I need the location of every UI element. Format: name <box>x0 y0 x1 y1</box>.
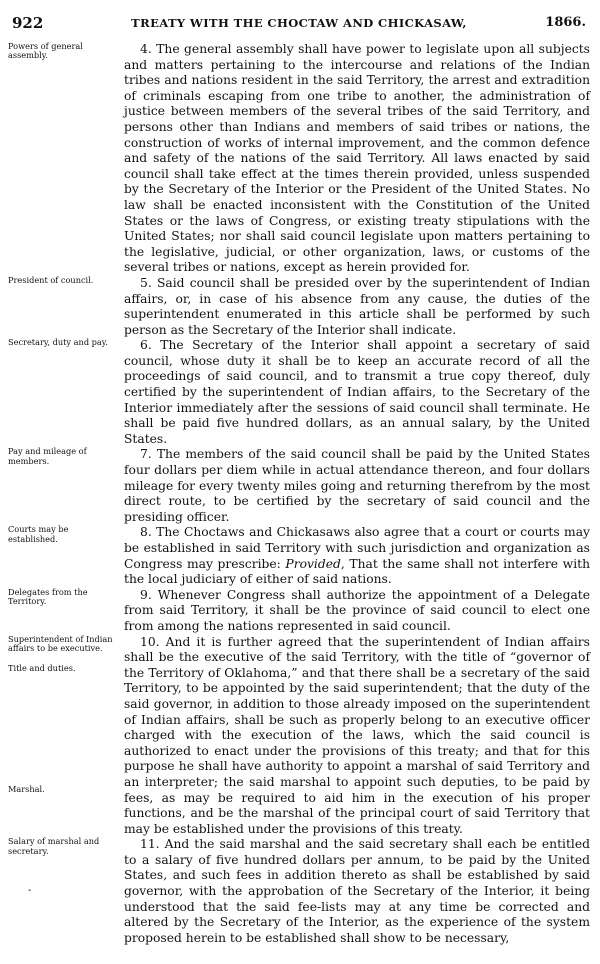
paragraph: 5. Said council shall be presided over by the superintendent of Indian affairs, or, in case of his absence from any cause, the duties of the superintendent enumerated in this article shall be performed by such person as the Secretary of the Interior shall indicate. <box>124 275 590 337</box>
paragraph-text: , That the same shall not interfere with the local judiciary of either of said nations. <box>124 556 590 587</box>
margin-note: Title and duties. <box>8 662 76 673</box>
page-body <box>8 42 590 946</box>
paragraph: 9. Whenever Congress shall authorize the appointment of a Delegate from said Territory, it shall be the province of said council to elect one from among the nations represented in said council. <box>124 587 590 633</box>
section-4 <box>8 42 590 276</box>
margin-note: Pay and mileage of members. <box>8 446 87 466</box>
proviso-word: Provided <box>285 556 341 571</box>
paragraph: 10. And it is further agreed that the superintendent of Indian affairs shall be the executive of the said Territory, with the title of “governor of the Territory of Oklahoma,” and that there shall be a secretary of the said Territory, to be appointed by the said superintendent; that the duty of the said governor, in addition to those already imposed on the superintendent of Indian affairs, shall be such as properly belong to an executive officer charged with the execution of the laws, which the said council is authorized to enact under the provisions of this treaty; and that for this purpose he shall have authority to appoint a marshal of said Territory and an interpreter; the said marshal to appoint such deputies, to be paid by fees, as may be required to aid him in the execution of his proper functions, and be the marshal of the principal court of said Territory that may be established under the provisions of this treaty. <box>124 634 590 836</box>
running-year: 1866. <box>545 15 586 30</box>
margin-note: Powers of general assembly. <box>8 41 83 61</box>
running-header <box>12 14 586 32</box>
section-8 <box>8 525 590 587</box>
margin-note: President of council. <box>8 274 94 285</box>
paragraph: 7. The members of the said council shall be paid by the United States four dollars per diem while in actual attendance thereon, and four dollars mileage for every twenty miles going and returning therefrom by the most direct route, to be certified by the secretary of said council and the presiding officer. <box>124 447 590 524</box>
margin-note: Salary of marshal and secretary. <box>8 836 100 856</box>
page-number: 922 <box>12 14 44 32</box>
section-5 <box>8 276 590 338</box>
paragraph: 11. And the said marshal and the said secretary shall each be entitled to a salary of five hundred dollars per annum, to be paid by the United States, and such fees in addition thereto as shall be established by said governor, with the approbation of the Secretary of the Interior, it being understood that the said fee-lists may at any time be corrected and altered by the Secretary of the Interior, as the experience of the system proposed herein to be established shall show to be necessary, <box>124 837 590 945</box>
margin-note: Superintendent of Indian affairs to be executive. <box>8 633 113 653</box>
paragraph-text: 8. The Choctaws and Chickasaws also agree that a court or courts may be established in said Territory with such jurisdiction and organization as Congress may prescribe: <box>124 525 590 571</box>
section-11 <box>8 837 590 946</box>
margin-note: Courts may be established. <box>8 524 69 544</box>
margin-note: Marshal. <box>8 783 45 794</box>
margin-note: Delegates from the Territory. <box>8 586 88 607</box>
margin-note: Secretary, duty and pay. <box>8 337 108 348</box>
section-9 <box>8 588 590 635</box>
paragraph: 6. The Secretary of the Interior shall appoint a secretary of said council, whose duty it shall be to keep an accurate record of all the proceedings of said council, and to transmit a true copy thereof, duly certified by the superintendent of Indian affairs, to the Secretary of the Interior immediately after the sessions of said council shall terminate. He shall be paid five hundred dollars, as an annual salary, by the United States. <box>124 338 590 446</box>
margin-dash: - <box>28 884 32 896</box>
paragraph: 4. The general assembly shall have power to legislate upon all subjects and matters pertaining to the intercourse and relations of the Indian tribes and nations resident in the said Territory, the arrest and extradition of criminals escaping from one tribe to another, the administration of justice between members of the several tribes of the said Territory, and persons other than Indians and members of said tribes or nations, the construction of works of internal improvement, and the common defence and safety of the nations of the said Territory. All laws enacted by said council shall take effect at the times therein provided, unless suspended by the Secretary of the Interior or the President of the United States. No law shall be enacted inconsistent with the Constitution of the United States or the laws of Congress, or existing treaty stipulations with the United States; nor shall said council legislate upon matters pertaining to the legislative, judicial, or other organization, laws, or customs of the several tribes or nations, except as herein provided for. <box>124 42 590 275</box>
running-title: TREATY WITH THE CHOCTAW AND CHICKASAW, <box>131 16 467 30</box>
paragraph <box>124 525 590 587</box>
section-6 <box>8 338 590 447</box>
section-7 <box>8 447 590 525</box>
